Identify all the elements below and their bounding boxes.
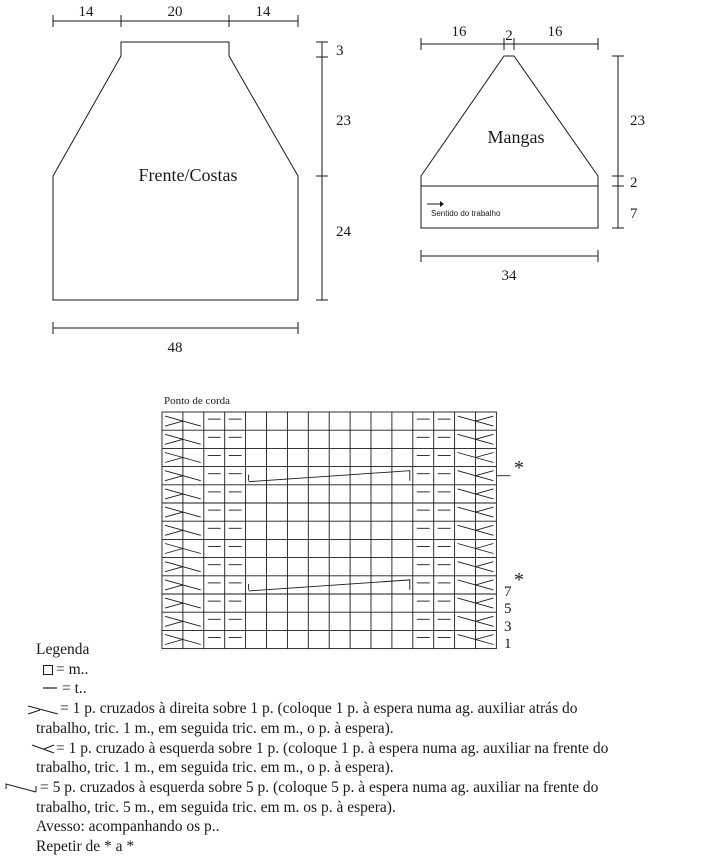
purl-dash-icon xyxy=(40,684,62,696)
stitch-chart xyxy=(162,412,510,649)
repeat-mark-bottom: * xyxy=(514,569,524,591)
row-number-7: 7 xyxy=(504,584,512,600)
repeat-mark-top: * xyxy=(514,457,524,479)
sleeve-top-width-right: 16 xyxy=(547,24,563,40)
sleeve-height-1: 23 xyxy=(630,113,645,129)
sleeve-top-width-mid: 2 xyxy=(505,28,513,44)
sleeve-height-2: 2 xyxy=(630,175,638,191)
legend-cross-left-text: = 1 p. cruzado à esquerda sobre 1 p. (coloque 1 p. à espera numa ag. auxiliar na frente do xyxy=(56,739,609,757)
cross-right-icon xyxy=(26,703,60,717)
work-direction-note: Sentido do trabalho xyxy=(431,209,501,218)
front-top-width-left: 14 xyxy=(78,4,94,20)
legend-cable-5-text: = 5 p. cruzados à esquerda sobre 5 p. (coloque 5 p. à espera numa ag. auxiliar na frente do xyxy=(40,778,599,796)
sleeve-height-3: 7 xyxy=(630,206,638,222)
legend-item-cross-right xyxy=(36,699,726,719)
legend-knit-text: = m.. xyxy=(56,660,89,678)
knit-square-icon xyxy=(42,664,56,676)
legend-item-cable-5 xyxy=(36,778,726,798)
legend-item-cross-left xyxy=(36,739,726,759)
sleeve-piece xyxy=(421,38,624,262)
front-height-3: 24 xyxy=(336,224,351,240)
legend-cross-right-cont: trabalho, tric. 1 m., em seguida tric. em m., o p. à espera). xyxy=(36,719,394,737)
front-bottom-width: 48 xyxy=(167,340,183,356)
legend-item-purl xyxy=(36,679,726,699)
row-number-3: 3 xyxy=(504,619,512,635)
sleeve-top-width-left: 16 xyxy=(451,24,467,40)
row-number-1: 1 xyxy=(504,636,512,652)
chart-title: Ponto de corda xyxy=(164,395,230,407)
sleeve-label: Mangas xyxy=(487,127,545,147)
sleeve-bottom-width: 34 xyxy=(501,268,517,284)
direction-arrow-head xyxy=(440,201,444,207)
row-number-5: 5 xyxy=(504,601,512,617)
legend xyxy=(36,640,726,857)
legend-cable-5-cont: trabalho, tric. 5 m., em seguida tric. em m. os p. à espera). xyxy=(36,798,396,816)
front-top-width-right: 14 xyxy=(255,4,271,20)
cross-left-icon xyxy=(30,742,56,756)
front-height-2: 23 xyxy=(336,113,351,129)
legend-note-repeat: Repetir de * a * xyxy=(36,838,135,856)
front-top-width-mid: 20 xyxy=(167,4,183,20)
legend-cross-left-cont: trabalho, tric. 1 m., em seguida tric. em m., o p. à espera). xyxy=(36,759,394,777)
front-height-1: 3 xyxy=(336,43,344,59)
legend-purl-text: = t.. xyxy=(62,680,87,698)
legend-title: Legenda xyxy=(36,641,90,658)
front-back-label: Frente/Costas xyxy=(138,165,238,185)
legend-item-knit xyxy=(36,660,726,680)
cable-five-icon xyxy=(4,781,40,795)
legend-note-reverse: Avesso: acompanhando os p.. xyxy=(36,818,220,836)
legend-cross-right-text: = 1 p. cruzados à direita sobre 1 p. (coloque 1 p. à espera numa ag. auxiliar atrás do xyxy=(60,700,578,718)
